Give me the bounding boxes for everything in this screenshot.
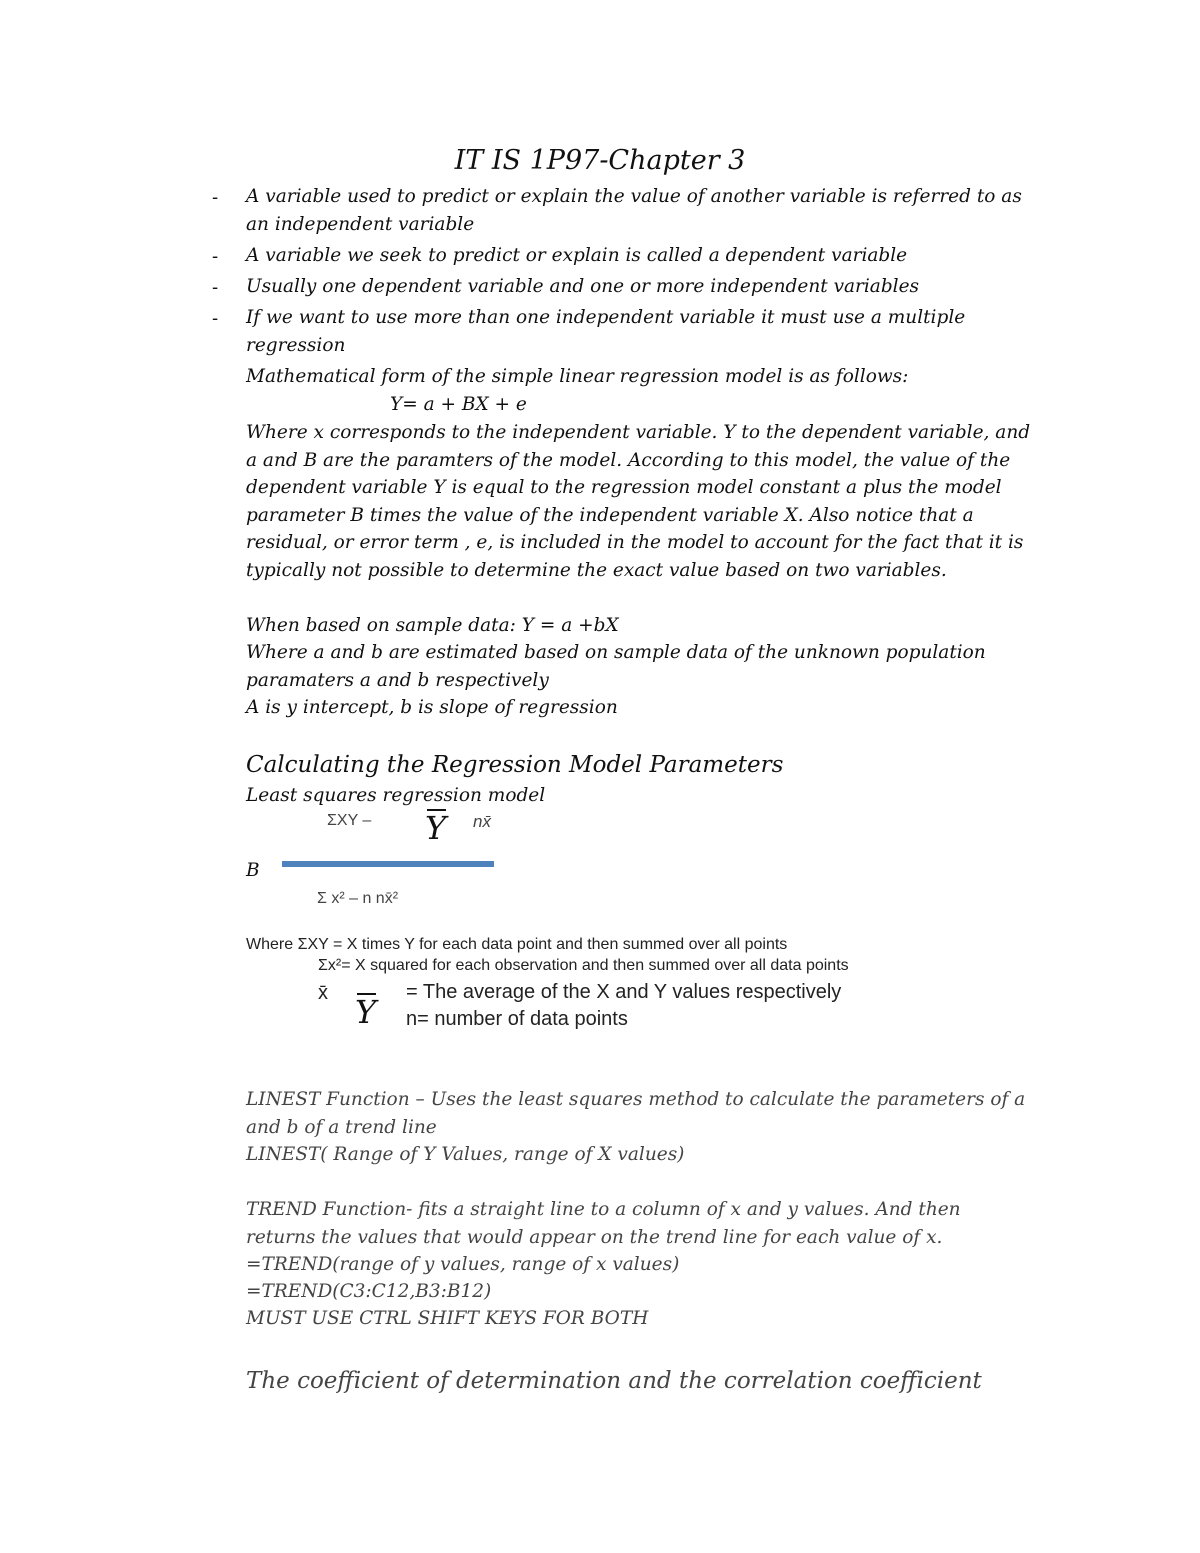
linest-syntax: LINEST( Range of Y Values, range of X values) bbox=[246, 1144, 685, 1165]
formula-numerator-right: nx̄ bbox=[473, 812, 491, 831]
math-form-text: Mathematical form of the simple linear regression model is as follows: bbox=[246, 366, 909, 387]
explanation-paragraph: Where x corresponds to the independent variable. Y to the dependent variable, and a and B are the paramters of the model. According to this model, the value of the dependent variable Y is equal to the regression model constant a plus the model parameter B times the value of the independent variable X. Also notice that a residual, or error term , e, is included in the model to account for the fact that it is typically not possible to determine the exact value based on two variables. bbox=[246, 422, 1031, 581]
dash-marker: - bbox=[212, 186, 219, 207]
x-bar-symbol: x̄ bbox=[318, 982, 328, 1004]
dash-marker: - bbox=[212, 276, 219, 297]
trend-note: MUST USE CTRL SHIFT KEYS FOR BOTH bbox=[246, 1308, 649, 1329]
document-title: IT IS 1P97-Chapter 3 bbox=[454, 145, 746, 176]
trend-description: TREND Function- fits a straight line to a column of x and y values. And then returns the values that would appear on the trend line for each value of x. bbox=[246, 1199, 961, 1248]
intercept-text: A is y intercept, b is slope of regression bbox=[246, 697, 618, 718]
dash-marker: - bbox=[212, 307, 219, 328]
list-item: - A variable used to predict or explain the value of another variable is referred to as an independent variable bbox=[210, 183, 1030, 239]
y-bar-symbol-2: Y bbox=[355, 993, 377, 1031]
formula-denominator: Σ x² – n nx̄² bbox=[317, 890, 399, 907]
where-x2-text: Σx²= X squared for each observation and then summed over all data points bbox=[318, 957, 849, 974]
where-xy-text: Where ΣXY = X times Y for each data point and then summed over all points bbox=[246, 936, 788, 953]
dash-marker: - bbox=[212, 245, 219, 266]
fraction-bar bbox=[282, 861, 494, 867]
list-item: - A variable we seek to predict or explain is called a dependent variable bbox=[210, 242, 1030, 270]
bullet-list bbox=[210, 183, 1030, 363]
average-text: = The average of the X and Y values respectively bbox=[406, 981, 842, 1003]
linest-description: LINEST Function – Uses the least squares method to calculate the parameters of a and b of a trend line bbox=[246, 1089, 1026, 1138]
n-definition-text: n= number of data points bbox=[406, 1008, 628, 1030]
estimated-paragraph: Where a and b are estimated based on sample data of the unknown population paramaters a and b respectively bbox=[246, 642, 986, 691]
list-item: - Usually one dependent variable and one or more independent variables bbox=[210, 273, 1030, 301]
section-heading: Calculating the Regression Model Parameters bbox=[246, 752, 784, 778]
trend-syntax: =TREND(range of y values, range of x values) bbox=[246, 1254, 680, 1275]
formula-numerator-left: ΣXY – bbox=[327, 812, 372, 829]
section-heading-2: The coefficient of determination and the correlation coefficient bbox=[246, 1368, 982, 1394]
list-item: - If we want to use more than one independent variable it must use a multiple regression bbox=[210, 304, 1030, 360]
section-subheading: Least squares regression model bbox=[246, 785, 546, 806]
regression-equation: Y= a + BX + e bbox=[390, 394, 527, 415]
b-label: B bbox=[246, 860, 260, 881]
trend-example: =TREND(C3:C12,B3:B12) bbox=[246, 1281, 492, 1302]
y-bar-symbol: Y bbox=[425, 809, 447, 847]
sample-data-text: When based on sample data: Y = a +bX bbox=[246, 615, 619, 636]
